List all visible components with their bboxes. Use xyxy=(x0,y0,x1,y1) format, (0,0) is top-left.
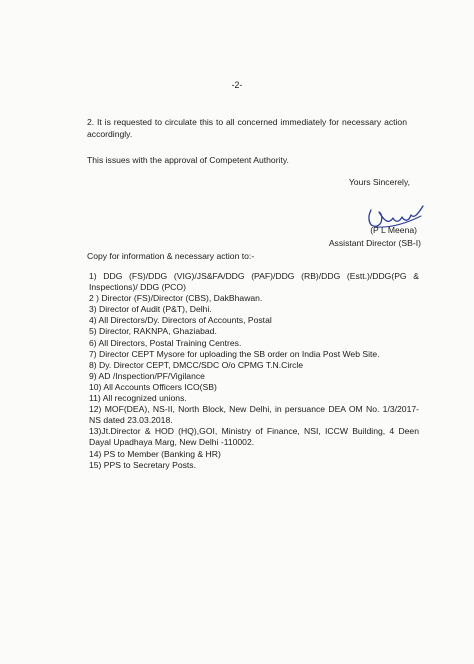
list-item: 13)Jt.Director & HOD (HQ),GOI, Ministry of Finance, NSI, ICCW Building, 4 Deen Dayal Upadhaya Marg, New Delhi -110002. xyxy=(89,426,419,448)
list-item: 5) Director, RAKNPA, Ghaziabad. xyxy=(89,326,217,337)
list-item: 3) Director of Audit (P&T), Delhi. xyxy=(89,304,212,315)
recipient-list xyxy=(89,271,419,471)
list-item: 1) DDG (FS)/DDG (VIG)/JS&FA/DDG (PAF)/DDG (RB)/DDG (Estt.)/DDG(PG & Inspections)/ DDG (PCO) xyxy=(89,271,419,293)
list-item: 4) All Directors/Dy. Directors of Accounts, Postal xyxy=(89,315,272,326)
list-item: 9) AD /Inspection/PF/Vigilance xyxy=(89,370,205,381)
list-item: 8) Dy. Director CEPT, DMCC/SDC O/o CPMG T.N.Circle xyxy=(89,359,304,370)
list-item: 11) All recognized unions. xyxy=(89,393,187,404)
copy-to-heading: Copy for information & necessary action to:- xyxy=(87,251,255,261)
list-item: 7) Director CEPT Mysore for uploading the SB order on India Post Web Site. xyxy=(89,348,380,359)
list-item: 10) All Accounts Officers ICO(SB) xyxy=(89,381,217,392)
list-item: 2 ) Director (FS)/Director (CBS), DakBhawan. xyxy=(89,293,263,304)
list-item: 14) PS to Member (Banking & HR) xyxy=(89,448,221,459)
request-paragraph: 2. It is requested to circulate this to all concerned immediately for necessary action accordingly. xyxy=(87,117,407,139)
signatory-name: (P L Meena) xyxy=(370,225,417,235)
closing-salutation: Yours Sincerely, xyxy=(348,177,410,187)
signatory-designation: Assistant Director (SB-I) xyxy=(328,238,421,248)
list-item: 15) PPS to Secretary Posts. xyxy=(89,459,196,470)
page-number: -2- xyxy=(231,80,243,90)
approval-paragraph: This issues with the approval of Competent Authority. xyxy=(87,155,289,165)
list-item: 12) MOF(DEA), NS-II, North Block, New Delhi, in persuance DEA OM No. 1/3/2017-NS dated 23.03.2018. xyxy=(89,404,419,426)
list-item: 6) All Directors, Postal Training Centres. xyxy=(89,337,242,348)
